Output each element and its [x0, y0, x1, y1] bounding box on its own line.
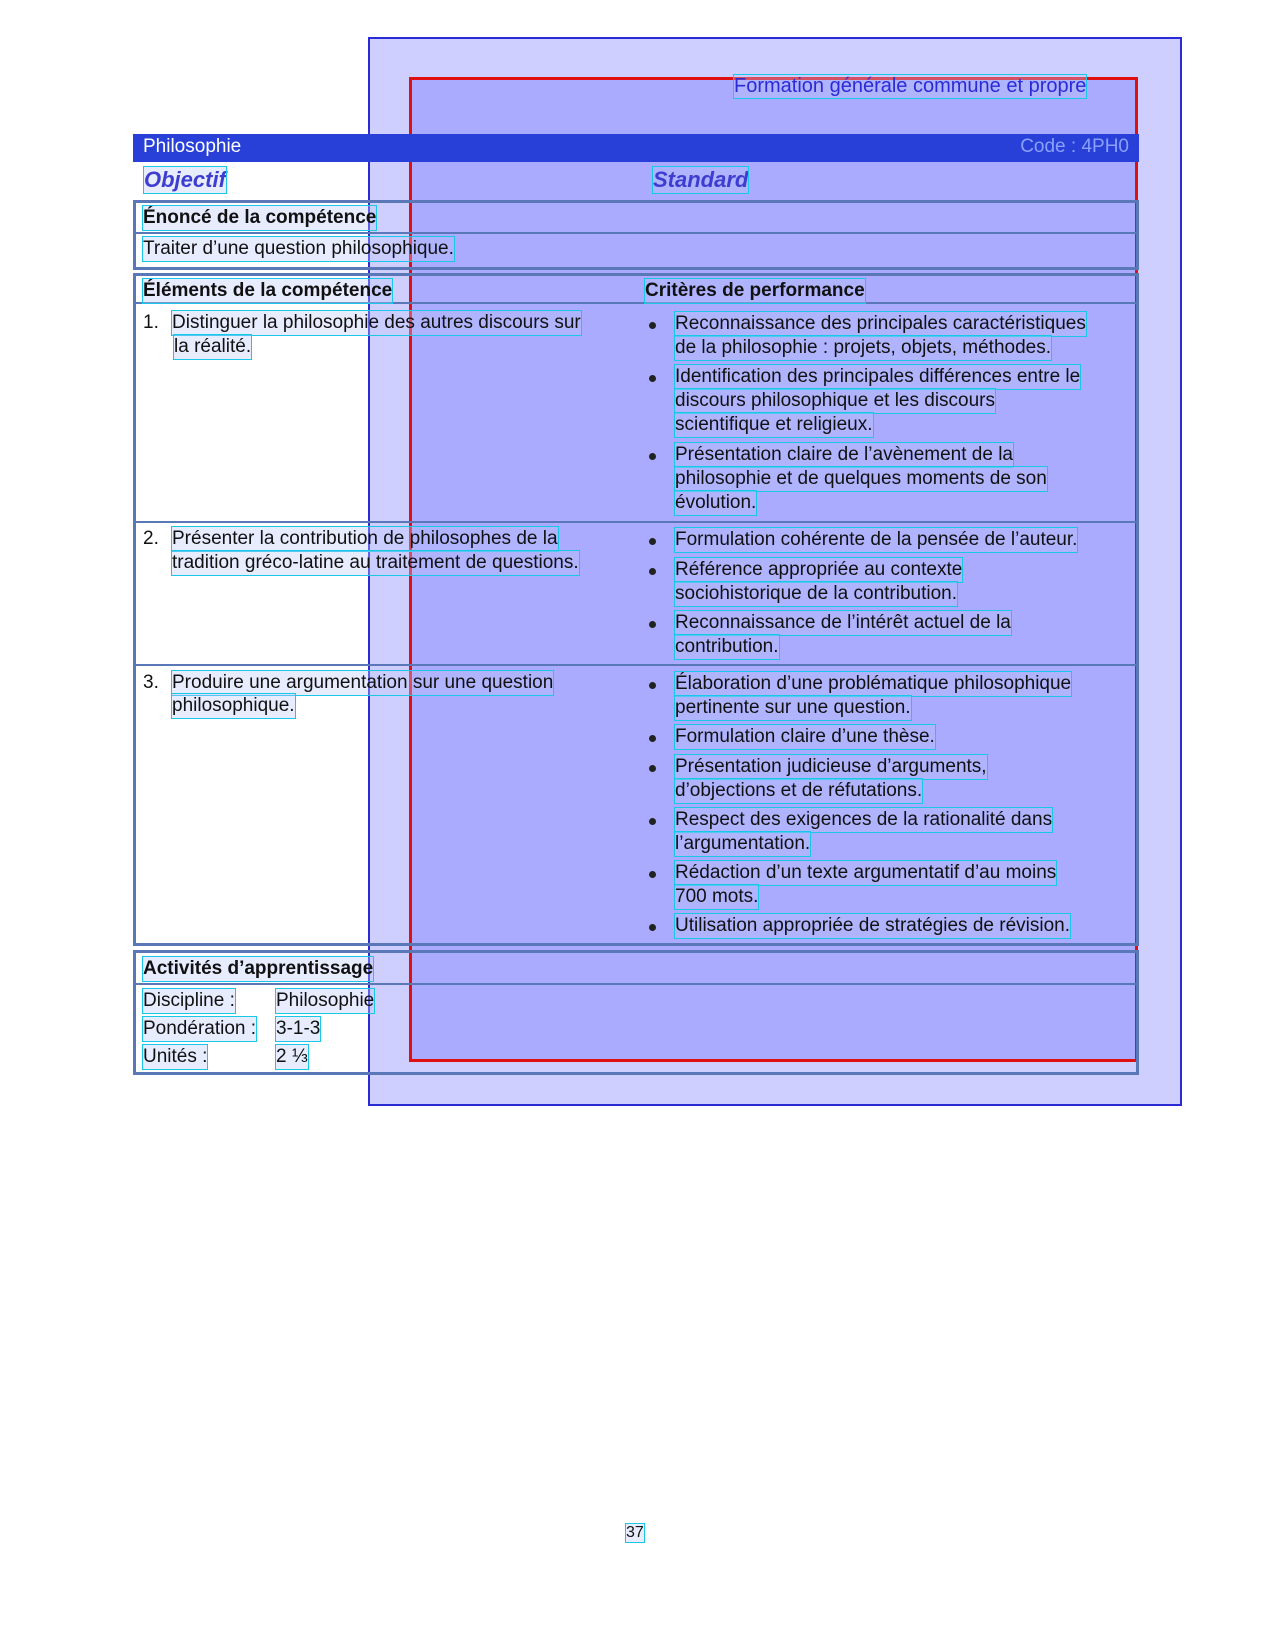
weighting-label: Pondération : — [143, 1018, 257, 1039]
bullet-icon — [649, 322, 656, 329]
row-3-element-line-2: philosophique. — [172, 695, 295, 716]
row-2-element-line-1: Présenter la contribution de philosophes de la — [172, 528, 558, 549]
discipline-label: Discipline : — [143, 990, 235, 1011]
bullet-icon — [649, 621, 656, 628]
row-1-criterion-1-line-1: Reconnaissance des principales caractéristiques — [675, 313, 1086, 334]
bullet-icon — [649, 818, 656, 825]
row-3-criterion-1-line-1: Élaboration d’une problématique philosophique — [675, 673, 1072, 694]
row-2-criterion-2-line-2: sociohistorique de la contribution. — [675, 583, 958, 604]
col-header-criteria: Critères de performance — [645, 280, 865, 301]
bullet-icon — [649, 568, 656, 575]
row-3-criterion-1-line-2: pertinente sur une question. — [675, 697, 911, 718]
course-name: Philosophie — [143, 136, 242, 157]
bullet-icon — [649, 924, 656, 931]
bullet-icon — [649, 453, 656, 460]
weighting-value: 3-1-3 — [276, 1018, 321, 1039]
row-3-criterion-4-line-1: Respect des exigences de la rationalité dans — [675, 809, 1053, 830]
row-2-number: 2. — [143, 528, 159, 549]
bullet-icon — [649, 375, 656, 382]
row-2-criterion-3-line-2: contribution. — [675, 636, 779, 657]
course-code — [1020, 136, 1129, 158]
row-3-criterion-5-line-1: Rédaction d’un texte argumentatif d’au moins — [675, 862, 1057, 883]
row-2-criterion-3-line-1: Reconnaissance de l’intérêt actuel de la — [675, 612, 1011, 633]
bullet-icon — [649, 735, 656, 742]
row-1-element-line-2: la réalité. — [174, 336, 252, 357]
competence-heading: Énoncé de la compétence — [143, 207, 377, 228]
row-1-element-line-1: Distinguer la philosophie des autres discours sur — [172, 312, 581, 333]
row-2-criterion-2-line-1: Référence appropriée au contexte — [675, 559, 963, 580]
row-3-criterion-3-line-2: d’objections et de réfutations. — [675, 780, 923, 801]
row-1-criterion-2-line-1: Identification des principales différences entre le — [675, 366, 1081, 387]
row-1-criterion-3-line-1: Présentation claire de l’avènement de la — [675, 444, 1013, 465]
bullet-icon — [649, 538, 656, 545]
program-header: Formation générale commune et propre — [734, 75, 1087, 97]
row-3-criterion-2-line-1: Formulation claire d’une thèse. — [675, 726, 935, 747]
row-3-element-line-1: Produire une argumentation sur une question — [172, 672, 554, 693]
col-header-elements: Éléments de la compétence — [143, 280, 393, 301]
code-label: Code : — [1020, 136, 1077, 157]
row-1-criterion-3-line-2: philosophie et de quelques moments de son — [675, 468, 1047, 489]
objective-heading: Objectif — [144, 167, 226, 192]
competence-statement: Traiter d’une question philosophique. — [143, 238, 454, 259]
row-1-criterion-3-line-3: évolution. — [675, 492, 757, 513]
row-2-criterion-1-line-1: Formulation cohérente de la pensée de l’auteur. — [675, 529, 1078, 550]
row-3-criterion-3-line-1: Présentation judicieuse d’arguments, — [675, 756, 987, 777]
row-1-number: 1. — [143, 312, 159, 333]
row-3-criterion-5-line-2: 700 mots. — [675, 886, 759, 907]
units-value: 2 ⅓ — [276, 1046, 308, 1067]
units-label: Unités : — [143, 1046, 208, 1067]
bullet-icon — [649, 682, 656, 689]
code-value: 4PH0 — [1081, 136, 1129, 157]
competence-divider — [133, 232, 1139, 234]
row-divider-1 — [133, 521, 1139, 523]
row-3-criterion-6-line-1: Utilisation appropriée de stratégies de révision. — [675, 915, 1070, 936]
row-2-element-line-2: tradition gréco-latine au traitement de questions. — [172, 552, 579, 573]
standard-heading: Standard — [653, 167, 749, 192]
discipline-value: Philosophie — [276, 990, 375, 1011]
bullet-icon — [649, 871, 656, 878]
row-3-number: 3. — [143, 672, 159, 693]
row-divider-2 — [133, 664, 1139, 666]
row-1-criterion-2-line-2: discours philosophique et les discours — [675, 390, 996, 411]
activities-heading: Activités d’apprentissage — [143, 958, 374, 979]
activities-divider — [133, 983, 1139, 985]
bullet-icon — [649, 765, 656, 772]
row-3-criterion-4-line-2: l’argumentation. — [675, 833, 811, 854]
page-number: 37 — [626, 1524, 644, 1541]
course-title-bar — [133, 134, 1139, 162]
row-1-criterion-2-line-3: scientifique et religieux. — [675, 414, 873, 435]
row-1-criterion-1-line-2: de la philosophie : projets, objets, méthodes. — [675, 337, 1052, 358]
